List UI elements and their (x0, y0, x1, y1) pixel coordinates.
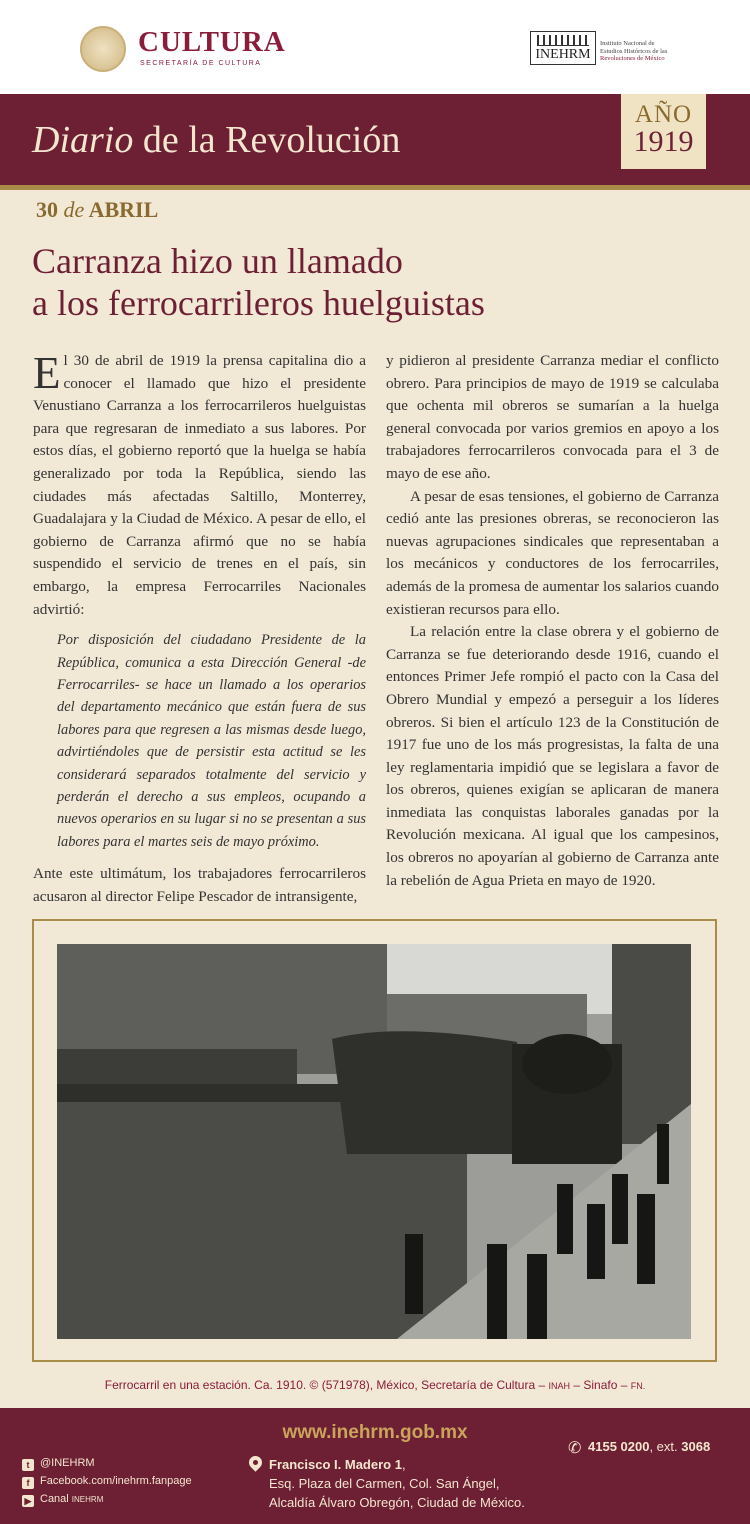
cultura-subtitle: SECRETARÍA DE CULTURA (140, 60, 262, 67)
inehrm-logo[interactable] (530, 31, 596, 65)
phone-ext: 3068 (681, 1439, 711, 1454)
train-photo-illustration (57, 944, 691, 1339)
inehrm-logo-label: INEHRM (535, 47, 591, 62)
address-block (269, 1455, 525, 1512)
publication-title (32, 118, 400, 162)
institute-line-2: Estudios Históricos de las (600, 47, 668, 55)
article-headline (32, 240, 712, 324)
gold-divider (0, 185, 750, 190)
phone-number[interactable] (588, 1439, 710, 1454)
twitter-link[interactable] (22, 1457, 95, 1471)
facebook-url: Facebook.com/inehrm.fanpage (40, 1475, 192, 1487)
twitter-handle: @INEHRM (40, 1457, 95, 1469)
article-paragraph-2: Ante este ultimátum, los trabajadores ferrocarrileros acusaron al director Felipe Pescador de intransigente, (33, 865, 366, 905)
headline-line-1: Carranza hizo un llamado (32, 241, 403, 281)
date-month: ABRIL (88, 197, 159, 222)
year-value: 1919 (633, 125, 694, 158)
youtube-prefix: Canal (40, 1493, 72, 1505)
article-paragraph-4: La relación entre la clase obrera y el gobierno de Carranza se fue deteriorando desde 1916, cuando el entonces Primer Jefe rompió el pacto con la Casa del Obrero Mundial y empezó a perseguir a los líderes obreros. Si bien el artículo 123 de la Constitución de 1917 fue uno de los más progresistas, la falta de una ley reglamentaria impidió que se legislara a favor de los obreros, quienes exigían se aplicaran de manera inmediata las conquistas laborales ganadas por la Revolución mexicana. Al igual que los campesinos, los obreros no apoyarían al gobierno de Carranza ante la rebelión de Agua Prieta en mayo de 1920. (386, 623, 719, 889)
youtube-link[interactable] (22, 1493, 103, 1507)
caption-mid: – Sinafo – (570, 1378, 631, 1392)
article-column-1 (33, 350, 366, 908)
publication-title-rest: de la Revolución (133, 119, 401, 161)
inehrm-building-icon (537, 35, 589, 46)
drop-cap: E (33, 348, 61, 398)
institute-line-3: Revoluciones de México (600, 55, 665, 62)
institute-line-1: Instituto Nacional de (600, 40, 655, 47)
year-box (621, 94, 706, 169)
address-line-2: Esq. Plaza del Carmen, Col. San Ángel, (269, 1476, 500, 1491)
headline-line-2: a los ferrocarrileros huelguistas (32, 283, 485, 323)
publication-title-italic: Diario (32, 119, 134, 161)
article-paragraph-2-continued: y pidieron al presidente Carranza mediar el conflicto obrero. Para principios de mayo de 1919 se calculaba que ochenta mil obreros se sumarían a la huelga general convocada por varios gremios en apoyo a los trabajadores ferrocarrileros convocada para el 3 de mayo de ese año. (386, 352, 719, 482)
article-column-2-text (386, 350, 719, 892)
caption-fn: FN. (630, 1381, 646, 1391)
caption-text: Ferrocarril en una estación. Ca. 1910. © (571978), México, Secretaría de Cultura – (104, 1378, 549, 1392)
youtube-icon: ▶ (22, 1495, 34, 1507)
facebook-icon: f (22, 1477, 34, 1489)
paragraph-1-text: l 30 de abril de 1919 la prensa capitalina dio a conocer el llamado que hizo el presidente Venustiano Carranza a los ferrocarrileros huelguistas para que regresaran de inmediato a sus labores. Por estos días, el gobierno reportó que la huelga se había generalizado por toda la República, siendo las ciudades más afectadas Saltillo, Monterrey, Guadalajara y la Ciudad de México. A pesar de ello, el gobierno de Carranza afirmó que no se había suspendido el servicio de trenes en el país, sin embargo, la empresa Ferrocarriles Nacionales advirtió: (33, 352, 366, 618)
twitter-icon: t (22, 1459, 34, 1471)
address-line-3: Alcaldía Álvaro Obregón, Ciudad de México. (269, 1495, 525, 1510)
historical-photo (57, 944, 691, 1339)
article-date (36, 197, 158, 223)
article-quote: Por disposición del ciudadano Presidente de la República, comunica a esta Dirección General -de Ferrocarriles- se hace un llamado a los operarios del departamento mecánico que están fuera de sus labores para que regresen a las mismas desde luego, advirtiéndoles que de persistir esta actitud se les considerará separados totalmente del servicio y perderán el derecho a sus empleos, ocupando a nuevos operarios en su lugar si no se presentan a sus labores para el martes seis de mayo próximo. (57, 632, 366, 850)
address-street: Francisco I. Madero 1 (269, 1457, 402, 1472)
phone-icon: ✆ (568, 1440, 582, 1457)
facebook-link[interactable] (22, 1475, 192, 1489)
photo-caption (0, 1378, 750, 1392)
address-comma: , (401, 1457, 406, 1472)
date-day: 30 (36, 197, 58, 222)
caption-inah: INAH (548, 1381, 571, 1391)
phone-ext-label: , ext. (649, 1439, 682, 1454)
year-label: AÑO (634, 101, 693, 128)
address-line-1 (269, 1455, 525, 1474)
cultura-brand[interactable]: CULTURA (138, 26, 286, 58)
website-link[interactable]: www.inehrm.gob.mx (282, 1422, 468, 1443)
institute-name (600, 40, 667, 63)
article-paragraph-1 (33, 350, 366, 621)
date-de: de (63, 197, 85, 222)
mexico-seal-icon (80, 26, 126, 72)
phone-main: 4155 0200 (588, 1439, 650, 1454)
article-paragraph-3: A pesar de esas tensiones, el gobierno de Carranza cedió ante las presiones obreras, se reconocieron las nuevas agrupaciones sindicales que representaban a los mecánicos y conductores de los ferrocarriles, además de la promesa de aumentar los salarios cuando existieran recursos para ello. (386, 487, 719, 618)
youtube-channel: INEHRM (71, 1495, 104, 1504)
